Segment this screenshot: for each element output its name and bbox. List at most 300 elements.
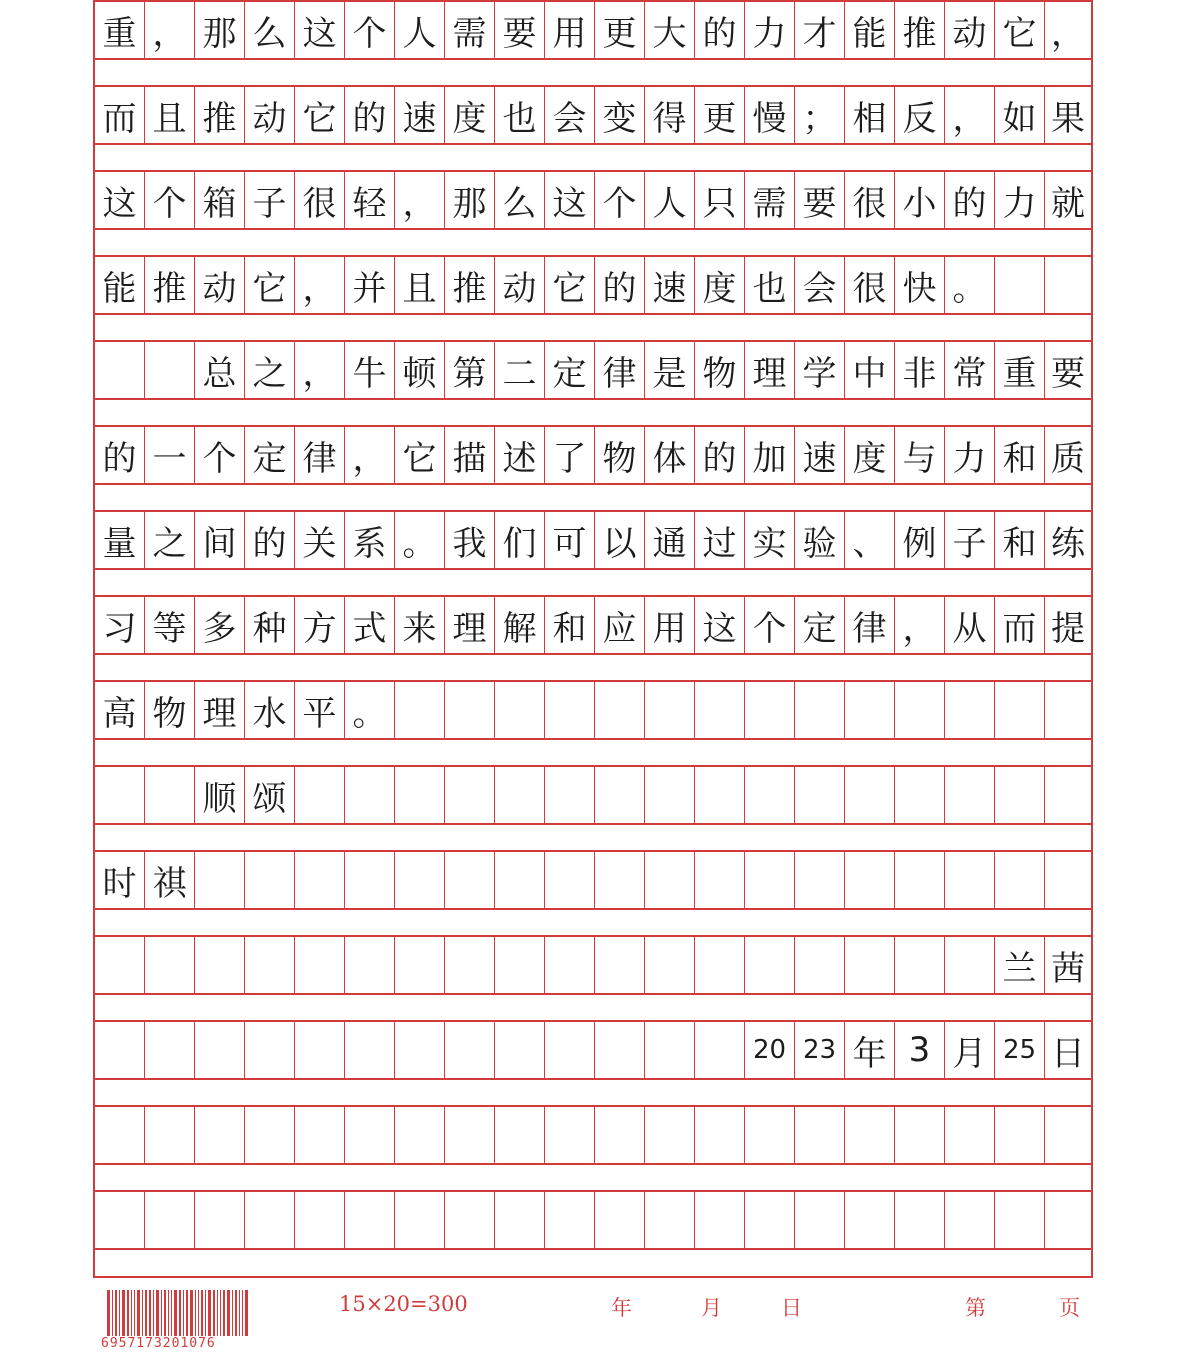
- grid-cell: [795, 767, 845, 823]
- grid-cell: 日: [1051, 1033, 1085, 1074]
- grid-cell: [895, 937, 945, 993]
- grid-row: [95, 1105, 1091, 1165]
- grid-cell: 就: [1051, 183, 1085, 224]
- grid-cell: 习: [95, 597, 145, 653]
- grid-cell: 动: [195, 257, 245, 313]
- grid-cell: 相: [845, 87, 895, 143]
- grid-cell: 从: [945, 597, 995, 653]
- grid-cell: [745, 1107, 795, 1163]
- grid-cell: 的: [945, 172, 995, 228]
- grid-cell: [745, 767, 795, 823]
- grid-cell: [545, 767, 595, 823]
- grid-cell: [145, 1107, 195, 1163]
- grid-cell: [545, 1192, 595, 1248]
- grid-cell: [845, 937, 895, 993]
- grid-cell: [745, 852, 795, 908]
- grid-cell: 快: [895, 257, 945, 313]
- grid-cell: [945, 937, 995, 993]
- barcode-bar: [142, 1290, 143, 1336]
- grid-cell: 重: [995, 342, 1045, 398]
- grid-cell: 这: [545, 172, 595, 228]
- grid-cell: 物: [145, 682, 195, 738]
- grid-cell: 们: [495, 512, 545, 568]
- grid-cell: 20: [745, 1022, 795, 1078]
- grid-cell: 果: [1051, 98, 1085, 139]
- grid-cell: 与: [895, 427, 945, 483]
- grid-cell: 系: [345, 512, 395, 568]
- grid-cell: [395, 682, 445, 738]
- grid-cell: ，: [395, 172, 445, 228]
- grid-cell: 推: [195, 87, 245, 143]
- grid-cell: [495, 682, 545, 738]
- grid-cell: [345, 767, 395, 823]
- grid-cell: 是: [645, 342, 695, 398]
- grid-cell: [145, 767, 195, 823]
- grid-cell: 那: [445, 172, 495, 228]
- grid-row: [95, 850, 1091, 910]
- grid-cell: 理: [195, 682, 245, 738]
- grid-cell: [195, 852, 245, 908]
- grid-spec: 15×20=300: [339, 1292, 468, 1316]
- grid-cell: [695, 852, 745, 908]
- barcode-bar: [119, 1290, 120, 1336]
- grid-cell: 3: [895, 1022, 945, 1078]
- grid-cell: 也: [745, 257, 795, 313]
- grid-cell: 速: [795, 427, 845, 483]
- grid-cell: [345, 1022, 395, 1078]
- grid-cell: 而: [995, 597, 1045, 653]
- barcode-bar: [145, 1290, 147, 1336]
- grid-cell: 中: [845, 342, 895, 398]
- grid-cell: 个: [195, 427, 245, 483]
- grid-cell: 度: [695, 257, 745, 313]
- grid-cell: [395, 1192, 445, 1248]
- barcode-bar: [115, 1290, 117, 1336]
- grid-cell: 例: [895, 512, 945, 568]
- grid-cell: 很: [295, 172, 345, 228]
- barcode-bar: [223, 1290, 225, 1336]
- grid-cell: [895, 1192, 945, 1248]
- barcode-bar: [195, 1290, 196, 1336]
- grid-cell: [645, 682, 695, 738]
- grid-cell: 理: [445, 597, 495, 653]
- grid-row: [95, 340, 1091, 400]
- grid-cell: 解: [495, 597, 545, 653]
- barcode-bar: [161, 1290, 162, 1336]
- grid-cell: [895, 682, 945, 738]
- grid-cell: [495, 767, 545, 823]
- grid-cell: 质: [1051, 438, 1085, 479]
- grid-cell: 个: [145, 172, 195, 228]
- grid-cell: 以: [595, 512, 645, 568]
- barcode-bar: [168, 1290, 169, 1336]
- grid-cell: [645, 767, 695, 823]
- grid-cell: [645, 1107, 695, 1163]
- grid-cell: [95, 1022, 145, 1078]
- grid-cell: [95, 767, 145, 823]
- grid-cell: 关: [295, 512, 345, 568]
- grid-cell: 物: [595, 427, 645, 483]
- grid-cell: 定: [795, 597, 845, 653]
- grid-cell: 颂: [245, 767, 295, 823]
- grid-cell: 间: [195, 512, 245, 568]
- grid-cell: [245, 1022, 295, 1078]
- grid-row: [95, 1190, 1091, 1250]
- grid-cell: 律: [845, 597, 895, 653]
- grid-cell: 更: [595, 2, 645, 58]
- grid-cell: [595, 937, 645, 993]
- grid-cell: 理: [745, 342, 795, 398]
- grid-cell: 人: [645, 172, 695, 228]
- grid-cell: 平: [295, 682, 345, 738]
- barcode-bar: [235, 1290, 237, 1336]
- grid-cell: [595, 767, 645, 823]
- grid-cell: 要: [495, 2, 545, 58]
- grid-cell: 才: [795, 2, 845, 58]
- grid-cell: 这: [295, 2, 345, 58]
- grid-cell: 人: [395, 2, 445, 58]
- grid-cell: [345, 937, 395, 993]
- footer-page-suffix: 页: [1059, 1296, 1080, 1320]
- grid-cell: 更: [695, 87, 745, 143]
- grid-cell: [595, 1107, 645, 1163]
- grid-cell: [795, 937, 845, 993]
- grid-cell: [395, 1022, 445, 1078]
- grid-cell: 23: [795, 1022, 845, 1078]
- grid-cell: [495, 1192, 545, 1248]
- barcode-bar: [201, 1290, 203, 1336]
- grid-cell: [1045, 1192, 1091, 1248]
- grid-cell: [1045, 852, 1091, 908]
- grid-cell: [645, 937, 695, 993]
- grid-cell: 可: [545, 512, 595, 568]
- grid-cell: 度: [845, 427, 895, 483]
- grid-cell: [395, 852, 445, 908]
- grid-cell: 祺: [145, 852, 195, 908]
- grid-cell: 推: [895, 2, 945, 58]
- grid-cell: [695, 937, 745, 993]
- grid-cell: [745, 682, 795, 738]
- grid-cell: [495, 937, 545, 993]
- grid-cell: 高: [95, 682, 145, 738]
- grid-cell: [795, 1192, 845, 1248]
- grid-cell: 总: [195, 342, 245, 398]
- barcode-bar: [220, 1290, 221, 1336]
- grid-cell: 得: [645, 87, 695, 143]
- barcode-bar: [242, 1290, 243, 1336]
- grid-cell: [95, 342, 145, 398]
- grid-cell: 大: [645, 2, 695, 58]
- grid-cell: 量: [95, 512, 145, 568]
- grid-cell: 加: [745, 427, 795, 483]
- grid-cell: [795, 682, 845, 738]
- grid-cell: [145, 937, 195, 993]
- grid-cell: 律: [295, 427, 345, 483]
- grid-cell: [995, 1192, 1045, 1248]
- grid-cell: [845, 1192, 895, 1248]
- grid-cell: [345, 1192, 395, 1248]
- grid-cell: 推: [445, 257, 495, 313]
- grid-row: [95, 1020, 1091, 1080]
- barcode: [107, 1290, 277, 1336]
- grid-cell: 常: [945, 342, 995, 398]
- grid-cell: 之: [145, 512, 195, 568]
- barcode-bar: [232, 1290, 233, 1336]
- grid-cell: [945, 1107, 995, 1163]
- grid-cell: 兰: [995, 937, 1045, 993]
- grid-cell: 并: [345, 257, 395, 313]
- grid-row: [95, 255, 1091, 315]
- grid-cell: 式: [345, 597, 395, 653]
- grid-cell: [495, 1022, 545, 1078]
- grid-cell: [1045, 767, 1091, 823]
- grid-cell: 需: [745, 172, 795, 228]
- grid-cell: 很: [845, 172, 895, 228]
- grid-cell: 速: [645, 257, 695, 313]
- grid-row: [95, 85, 1091, 145]
- grid-cell: 个: [595, 172, 645, 228]
- barcode-bar: [205, 1290, 206, 1336]
- barcode-bar: [183, 1290, 184, 1336]
- grid-cell: 来: [395, 597, 445, 653]
- grid-cell: [845, 767, 895, 823]
- grid-cell: [745, 937, 795, 993]
- footer-month-label: 月: [701, 1296, 722, 1320]
- barcode-bar: [239, 1290, 240, 1336]
- grid-cell: 而: [95, 87, 145, 143]
- grid-cell: [545, 1022, 595, 1078]
- grid-cell: 25: [995, 1022, 1045, 1078]
- grid-cell: [845, 682, 895, 738]
- grid-cell: ，: [895, 597, 945, 653]
- grid-cell: [245, 1192, 295, 1248]
- grid-cell: 定: [545, 342, 595, 398]
- grid-cell: [995, 682, 1045, 738]
- grid-cell: 动: [945, 2, 995, 58]
- grid-cell: 这: [695, 597, 745, 653]
- grid-cell: [145, 1192, 195, 1248]
- grid-cell: 多: [195, 597, 245, 653]
- grid-cell: [345, 1107, 395, 1163]
- grid-cell: [295, 1022, 345, 1078]
- grid-cell: [995, 852, 1045, 908]
- grid-cell: 个: [745, 597, 795, 653]
- grid-cell: 时: [95, 852, 145, 908]
- grid-cell: 和: [995, 427, 1045, 483]
- grid-cell: [695, 1192, 745, 1248]
- grid-cell: 实: [745, 512, 795, 568]
- grid-cell: 通: [645, 512, 695, 568]
- grid-cell: 律: [595, 342, 645, 398]
- grid-cell: [595, 1022, 645, 1078]
- grid-row: [95, 510, 1091, 570]
- grid-cell: 物: [695, 342, 745, 398]
- grid-cell: [495, 1107, 545, 1163]
- grid-cell: [395, 1107, 445, 1163]
- grid-cell: [145, 1022, 195, 1078]
- grid-cell: [995, 257, 1045, 313]
- grid-cell: 学: [795, 342, 845, 398]
- grid-cell: 用: [645, 597, 695, 653]
- barcode-bar: [217, 1290, 218, 1336]
- grid-cell: [545, 682, 595, 738]
- grid-cell: 个: [345, 2, 395, 58]
- barcode-bar: [122, 1290, 125, 1336]
- grid-cell: 过: [695, 512, 745, 568]
- grid-cell: 且: [145, 87, 195, 143]
- grid-cell: ，: [295, 257, 345, 313]
- grid-cell: [795, 852, 845, 908]
- grid-cell: 。: [345, 682, 395, 738]
- grid-cell: [695, 1022, 745, 1078]
- barcode-bar: [137, 1290, 140, 1336]
- grid-row: [95, 425, 1091, 485]
- grid-cell: 小: [895, 172, 945, 228]
- grid-cell: ，: [295, 342, 345, 398]
- grid-cell: 种: [245, 597, 295, 653]
- barcode-bar: [198, 1290, 199, 1336]
- grid-cell: 力: [945, 427, 995, 483]
- barcode-bar: [186, 1290, 188, 1336]
- grid-cell: 么: [245, 2, 295, 58]
- barcode-bar: [134, 1290, 135, 1336]
- grid-cell: 了: [545, 427, 595, 483]
- grid-cell: [395, 937, 445, 993]
- grid-cell: [295, 852, 345, 908]
- grid-cell: [445, 852, 495, 908]
- grid-cell: 它: [545, 257, 595, 313]
- grid-cell: 慢: [745, 87, 795, 143]
- footer-page-prefix: 第: [965, 1296, 986, 1320]
- grid-cell: 年: [845, 1022, 895, 1078]
- grid-cell: 要: [1051, 353, 1085, 394]
- grid-cell: 它: [245, 257, 295, 313]
- barcode-bar: [213, 1290, 215, 1336]
- grid-cell: 的: [695, 427, 745, 483]
- grid-cell: [445, 682, 495, 738]
- grid-cell: 第: [445, 342, 495, 398]
- grid-cell: 会: [795, 257, 845, 313]
- grid-cell: [945, 767, 995, 823]
- grid-cell: 定: [245, 427, 295, 483]
- grid-cell: 二: [495, 342, 545, 398]
- grid-cell: 的: [245, 512, 295, 568]
- grid-row: [95, 0, 1091, 60]
- barcode-bar: [245, 1290, 248, 1336]
- grid-cell: 速: [395, 87, 445, 143]
- grid-cell: 需: [445, 2, 495, 58]
- barcode-bar: [190, 1290, 193, 1336]
- grid-cell: [195, 1192, 245, 1248]
- grid-cell: 用: [545, 2, 595, 58]
- grid-cell: [295, 767, 345, 823]
- grid-cell: [845, 1107, 895, 1163]
- grid-cell: [545, 937, 595, 993]
- grid-row: [95, 935, 1091, 995]
- grid-cell: 。: [945, 257, 995, 313]
- footer-day-label: 日: [781, 1296, 802, 1320]
- barcode-bar: [156, 1290, 159, 1336]
- grid-cell: [595, 1192, 645, 1248]
- grid-cell: 它: [295, 87, 345, 143]
- grid-cell: 练: [1051, 523, 1085, 564]
- footer-year-label: 年: [611, 1296, 632, 1320]
- grid-cell: [795, 1107, 845, 1163]
- grid-cell: [445, 937, 495, 993]
- grid-cell: [995, 1107, 1045, 1163]
- grid-cell: ，: [945, 87, 995, 143]
- grid-cell: 验: [795, 512, 845, 568]
- grid-cell: 会: [545, 87, 595, 143]
- grid-cell: 子: [945, 512, 995, 568]
- grid-cell: [345, 852, 395, 908]
- barcode-bar: [208, 1290, 211, 1336]
- barcode-bar: [227, 1290, 230, 1336]
- barcode-bar: [149, 1290, 151, 1336]
- grid-cell: [295, 1107, 345, 1163]
- grid-cell: 那: [195, 2, 245, 58]
- grid-cell: [895, 767, 945, 823]
- grid-cell: 动: [245, 87, 295, 143]
- grid-cell: 它: [395, 427, 445, 483]
- grid-cell: 之: [245, 342, 295, 398]
- manuscript-grid-sheet: [93, 0, 1093, 1278]
- grid-row: [95, 680, 1091, 740]
- grid-cell: 我: [445, 512, 495, 568]
- grid-cell: 只: [695, 172, 745, 228]
- barcode-number: 6957173201076: [101, 1336, 216, 1351]
- grid-cell: 描: [445, 427, 495, 483]
- grid-cell: [895, 1107, 945, 1163]
- grid-cell: ，: [1051, 13, 1085, 54]
- barcode-bar: [164, 1290, 166, 1336]
- grid-cell: [645, 852, 695, 908]
- grid-cell: [845, 852, 895, 908]
- grid-cell: [1045, 682, 1091, 738]
- grid-cell: [545, 1107, 595, 1163]
- grid-cell: 应: [595, 597, 645, 653]
- grid-cell: 要: [795, 172, 845, 228]
- grid-cell: 推: [145, 257, 195, 313]
- grid-cell: [445, 1107, 495, 1163]
- grid-cell: 方: [295, 597, 345, 653]
- grid-cell: 重: [95, 2, 145, 58]
- barcode-bar: [107, 1290, 110, 1336]
- grid-cell: [445, 767, 495, 823]
- grid-cell: 非: [895, 342, 945, 398]
- grid-cell: [445, 1022, 495, 1078]
- grid-cell: 反: [895, 87, 945, 143]
- grid-cell: 体: [645, 427, 695, 483]
- grid-cell: [945, 1192, 995, 1248]
- grid-cell: 的: [345, 87, 395, 143]
- grid-cell: 的: [95, 427, 145, 483]
- grid-row: [95, 765, 1091, 825]
- grid-cell: 的: [595, 257, 645, 313]
- grid-cell: 和: [545, 597, 595, 653]
- grid-cell: [1045, 1107, 1091, 1163]
- grid-cell: 很: [845, 257, 895, 313]
- grid-cell: ，: [345, 427, 395, 483]
- grid-cell: [295, 937, 345, 993]
- grid-cell: 顿: [395, 342, 445, 398]
- sheet-footer: [93, 1282, 1093, 1362]
- grid-cell: 它: [995, 2, 1045, 58]
- grid-cell: 轻: [345, 172, 395, 228]
- grid-cell: [445, 1192, 495, 1248]
- grid-cell: [645, 1022, 695, 1078]
- grid-cell: [945, 682, 995, 738]
